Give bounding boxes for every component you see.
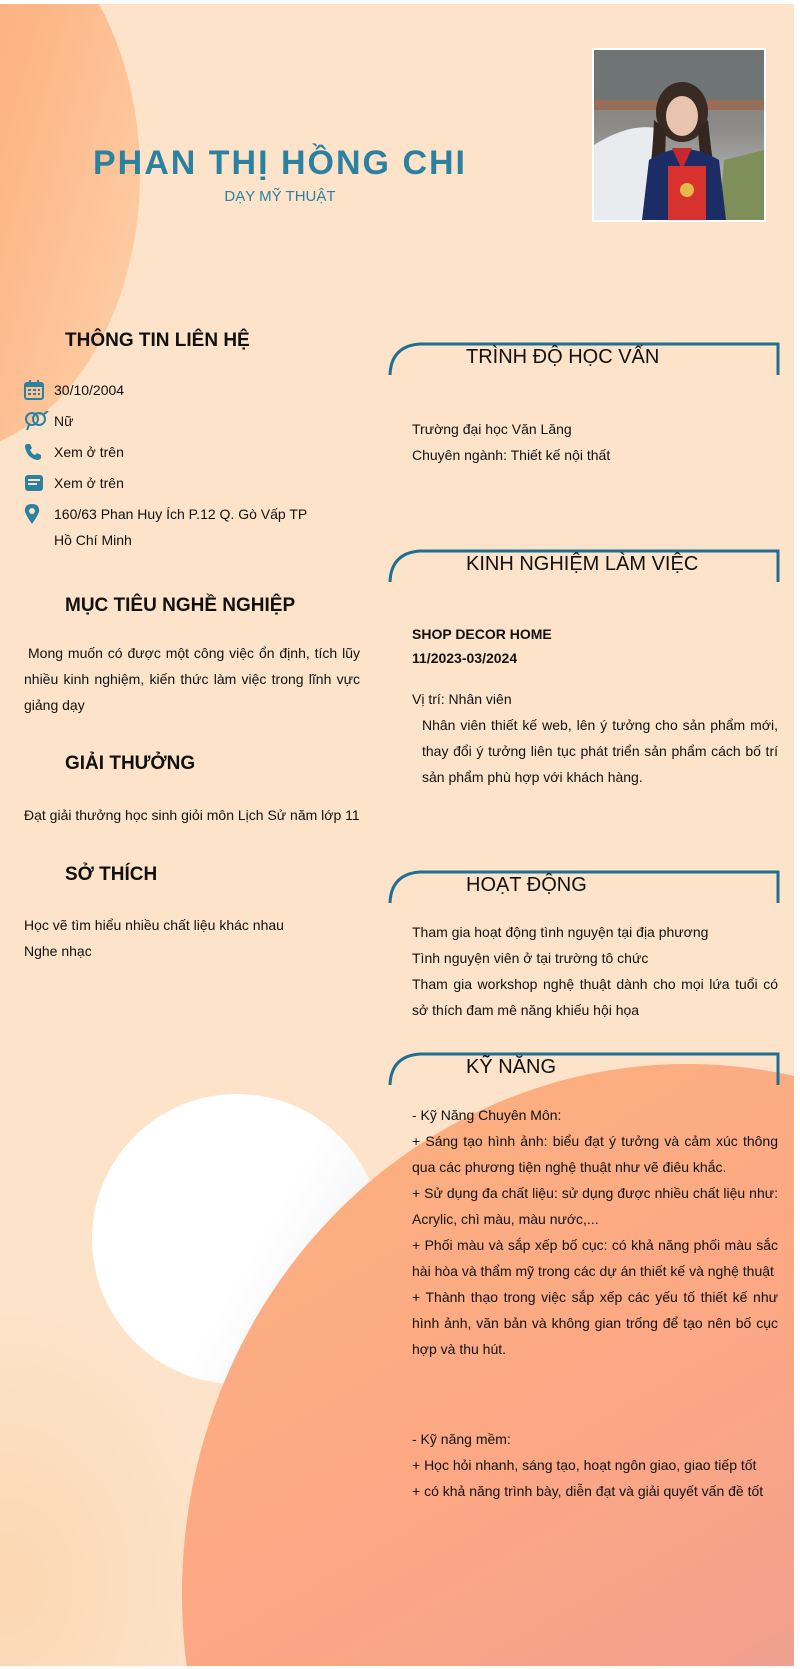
profile-photo-illustration <box>594 50 764 220</box>
contact-email-row <box>24 470 324 496</box>
activities-section-header <box>388 870 780 904</box>
cv-page <box>0 4 794 1666</box>
activity-item: Tình nguyện viên ở tại trường tô chức <box>412 950 649 966</box>
contact-gender-row <box>24 408 324 434</box>
experience-company: SHOP DECOR HOME <box>412 626 552 642</box>
contact-birthday-row <box>24 377 324 403</box>
skills-section-header <box>388 1052 780 1086</box>
education-heading: TRÌNH ĐỘ HỌC VẤN <box>466 346 660 368</box>
contact-address-row <box>24 501 324 553</box>
hard-skill-item: + Thành thạo trong việc sắp xếp các yếu tố thiết kế như hình ảnh, văn bản và không gian trống để tạo nên bố cục hợp và thu hút. <box>412 1289 778 1357</box>
experience-heading: KINH NGHIỆM LÀM VIỆC <box>466 553 699 575</box>
activities-heading: HOẠT ĐỘNG <box>466 874 587 896</box>
soft-skills-heading: - Kỹ năng mềm: <box>412 1431 511 1447</box>
section-frame <box>388 1052 780 1086</box>
hard-skills-block <box>412 1102 778 1362</box>
soft-skills-block <box>412 1426 778 1504</box>
hard-skill-item: + Sử dụng đa chất liệu: sử dụng được nhiều chất liệu như: Acrylic, chì màu, màu nước,... <box>412 1185 778 1227</box>
activities-list <box>412 919 778 1023</box>
awards-heading: GIẢI THƯỞNG <box>65 753 196 774</box>
experience-description: Nhân viên thiết kế web, lên ý tưởng cho sản phẩm mới, thay đổi ý tưởng liên tục phát triển sản phẩm cách bố trí sản phẩm phù hợp với khách hàng. <box>422 717 778 785</box>
email-text: Xem ở trên <box>54 475 124 491</box>
calendar-icon <box>24 377 54 403</box>
hobbies-list <box>24 912 364 964</box>
objective-heading: MỤC TIÊU NGHỀ NGHIỆP <box>65 595 296 616</box>
experience-period: 11/2023-03/2024 <box>412 650 518 666</box>
candidate-name: PHAN THỊ HỒNG CHI <box>93 144 467 182</box>
birthday-text: 30/10/2004 <box>54 382 125 398</box>
hard-skill-item: + Phối màu và sắp xếp bố cục: có khả năng phối màu sắc hài hòa và thẩm mỹ trong các dự án thiết kế và nghệ thuật <box>412 1237 778 1279</box>
education-school: Trường đại học Văn Lăng <box>412 421 572 437</box>
contact-phone-row <box>24 439 324 465</box>
profile-photo <box>592 48 766 222</box>
hobby-item: Nghe nhạc <box>24 943 92 959</box>
gender-text: Nữ <box>54 413 74 429</box>
experience-section-header <box>388 549 780 583</box>
soft-skill-item: + có khả năng trình bày, diễn đạt và giải quyết vấn đề tốt <box>412 1483 764 1499</box>
hobby-item: Học vẽ tìm hiểu nhiều chất liệu khác nhau <box>24 917 284 933</box>
soft-skill-item: + Học hỏi nhanh, sáng tạo, hoạt ngôn giao, giao tiếp tốt <box>412 1457 757 1473</box>
address-line-1: 160/63 Phan Huy Ích P.12 Q. Gò Vấp TP <box>54 506 308 522</box>
phone-text: Xem ở trên <box>54 444 124 460</box>
education-details <box>412 416 782 468</box>
education-major: Chuyên ngành: Thiết kế nội thất <box>412 447 611 463</box>
skills-heading: KỸ NĂNG <box>466 1056 557 1078</box>
activity-item: Tham gia hoạt động tình nguyện tại địa phương <box>412 924 709 940</box>
job-title: DẠY MỸ THUẬT <box>224 188 336 205</box>
hard-skills-heading: - Kỹ Năng Chuyên Môn: <box>412 1107 562 1123</box>
activity-item: Tham gia workshop nghệ thuật dành cho mọi lứa tuổi có sở thích đam mê năng khiếu hội họa <box>412 976 778 1018</box>
objective-text: Mong muốn có được một công việc ổn định, tích lũy nhiều kinh nghiệm, kiến thức làm việc trong lĩnh vực giảng dạy <box>24 645 360 713</box>
hobbies-heading: SỞ THÍCH <box>65 864 158 885</box>
address-line-2: Hồ Chí Minh <box>54 532 132 548</box>
phone-icon <box>24 439 54 465</box>
email-icon <box>24 470 54 496</box>
experience-position: Vị trí: Nhân viên <box>412 691 512 707</box>
hard-skill-item: + Sáng tạo hình ảnh: biểu đạt ý tưởng và cảm xúc thông qua các phương tiện nghệ thuật như vẽ điêu khắc. <box>412 1133 778 1175</box>
awards-text: Đạt giải thưởng học sinh giỏi môn Lịch Sử năm lớp 11 <box>24 807 360 823</box>
education-section-header <box>388 342 780 376</box>
location-pin-icon <box>24 501 54 527</box>
contact-heading: THÔNG TIN LIÊN HỆ <box>65 330 250 351</box>
gender-icon <box>24 408 54 434</box>
